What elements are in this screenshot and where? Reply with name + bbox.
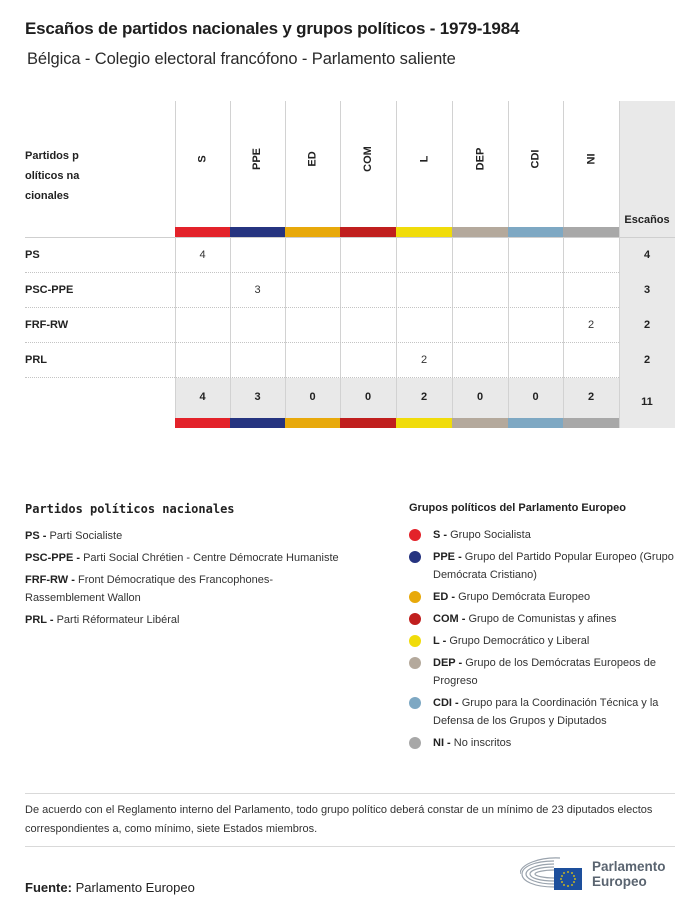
group-color-bar-top: [396, 227, 452, 237]
column-header-dep: [452, 101, 508, 227]
european-parliament-logo: [520, 855, 666, 893]
group-color-dot-icon: [409, 657, 421, 669]
column-header-label: PPE: [251, 147, 264, 171]
logo-text-line1: Parlamento: [592, 859, 666, 874]
party-abbr: FRF-RW -: [25, 574, 75, 586]
group-abbr: CDI -: [433, 697, 459, 709]
group-abbr: L -: [433, 635, 447, 647]
page-subtitle: Bélgica - Colegio electoral francófono - Parlamento saliente: [27, 50, 456, 68]
divider: [25, 793, 675, 794]
parties-legend-title: Partidos políticos nacionales: [25, 502, 235, 516]
party-abbr: PS -: [25, 530, 47, 542]
row-total: 4: [643, 249, 651, 261]
group-name: Grupo de los Demócratas Europeos de Progreso: [433, 657, 656, 687]
source-value: Parlamento Europeo: [75, 880, 195, 895]
hemicycle-flag-icon: [520, 855, 584, 893]
group-color-bar-top: [563, 227, 619, 237]
group-color-dot-icon: [409, 529, 421, 541]
group-name: Grupo Democrático y Liberal: [449, 635, 590, 647]
column-header-s: [175, 101, 230, 227]
row-party-label: PSC-PPE: [25, 284, 74, 296]
group-color-dot-icon: [409, 613, 421, 625]
party-legend-item: [25, 611, 385, 629]
group-abbr: COM -: [433, 613, 466, 625]
party-legend-item: [25, 527, 385, 545]
column-header-label: COM: [361, 146, 374, 172]
group-total: 0: [364, 391, 372, 403]
party-name: Parti Socialiste: [49, 530, 123, 542]
row-divider: [25, 272, 619, 273]
party-name: Parti Réformateur Libéral: [56, 614, 180, 626]
row-party-label: PS: [25, 249, 40, 261]
group-color-bar-bottom: [563, 418, 619, 428]
group-name: Grupo Socialista: [450, 529, 531, 541]
group-total: 3: [254, 391, 261, 403]
group-name: Grupo de Comunistas y afines: [468, 613, 617, 625]
group-name: No inscritos: [453, 737, 512, 749]
column-header-cdi: [508, 101, 563, 227]
group-abbr: PPE -: [433, 551, 462, 563]
party-abbr: PSC-PPE -: [25, 552, 81, 564]
seats-table: [25, 101, 675, 431]
group-color-dot-icon: [409, 551, 421, 563]
table-cell: 3: [254, 284, 261, 296]
group-color-dot-icon: [409, 737, 421, 749]
group-color-bar-top: [508, 227, 563, 237]
group-total: 4: [199, 391, 206, 403]
column-header-ppe: [230, 101, 285, 227]
groups-legend-title: Grupos políticos del Parlamento Europeo: [409, 502, 626, 514]
group-color-dot-icon: [409, 591, 421, 603]
party-name: Front Démocratique des Francophones-Rassemblement Wallon: [25, 574, 274, 604]
group-legend-item: [409, 654, 679, 690]
total-column-background: [619, 101, 675, 428]
group-abbr: NI -: [433, 737, 451, 749]
group-total: 0: [309, 391, 316, 403]
group-color-bar-top: [340, 227, 396, 237]
header-rule: [25, 237, 675, 238]
table-cell: 2: [587, 319, 595, 331]
row-divider: [25, 342, 619, 343]
row-party-label: PRL: [25, 354, 47, 366]
column-header-label: L: [417, 155, 430, 163]
group-total: 2: [420, 391, 428, 403]
source-label: Fuente:: [25, 880, 72, 895]
grand-total: 11: [641, 396, 653, 408]
parties-legend: [25, 527, 385, 633]
total-column-header: Escaños: [624, 214, 670, 226]
party-legend-item: [25, 571, 325, 607]
column-header-label: S: [196, 155, 209, 163]
row-party-label: FRF-RW: [25, 319, 69, 331]
column-header-ni: [563, 101, 619, 227]
group-abbr: S -: [433, 529, 448, 541]
group-legend-item: [409, 610, 679, 628]
group-color-bar-top: [230, 227, 285, 237]
column-header-label: NI: [585, 153, 597, 165]
row-total: 3: [643, 284, 651, 296]
group-color-dot-icon: [409, 697, 421, 709]
group-color-bar-top: [175, 227, 230, 237]
table-cell: 4: [199, 249, 206, 261]
page-title: Escaños de partidos nacionales y grupos políticos - 1979-1984: [25, 19, 520, 38]
column-header-l: [396, 101, 452, 227]
group-color-bar-bottom: [452, 418, 508, 428]
group-legend-item: [409, 632, 679, 650]
groups-legend: [409, 526, 679, 756]
party-abbr: PRL -: [25, 614, 54, 626]
group-color-bar-bottom: [396, 418, 452, 428]
group-abbr: ED -: [433, 591, 455, 603]
divider: [25, 846, 675, 847]
party-legend-item: [25, 549, 385, 567]
row-total: 2: [643, 319, 651, 331]
group-legend-item: [409, 588, 679, 606]
footnote: De acuerdo con el Reglamento interno del Parlamento, todo grupo político deberá constar de un mínimo de 23 diputados electos correspondientes a, como mínimo, siete Estados miembros.: [25, 804, 653, 835]
row-header-label: Partidos políticos nacionales: [25, 150, 80, 202]
column-header-com: [340, 101, 396, 227]
group-legend-item: [409, 548, 679, 584]
group-color-bar-top: [285, 227, 340, 237]
group-color-bar-top: [452, 227, 508, 237]
group-total: 2: [587, 391, 595, 403]
group-color-dot-icon: [409, 635, 421, 647]
logo-text-line2: Europeo: [592, 874, 647, 889]
group-abbr: DEP -: [433, 657, 463, 669]
table-cell: 2: [420, 354, 428, 366]
group-color-bar-bottom: [285, 418, 340, 428]
row-total: 2: [643, 354, 651, 366]
group-legend-item: [409, 734, 679, 752]
group-name: Grupo Demócrata Europeo: [458, 591, 591, 603]
source-line: [25, 880, 195, 895]
group-legend-item: [409, 694, 679, 730]
group-legend-item: [409, 526, 679, 544]
column-header-label: DEP: [474, 147, 486, 171]
group-color-bar-bottom: [340, 418, 396, 428]
row-divider: [25, 377, 619, 378]
group-name: Grupo para la Coordinación Técnica y la Defensa de los Grupos y Diputados: [433, 697, 659, 727]
group-total: 0: [476, 391, 484, 403]
column-header-ed: [285, 101, 340, 227]
column-header-label: CDI: [529, 149, 542, 169]
group-name: Grupo del Partido Popular Europeo (Grupo Demócrata Cristiano): [433, 551, 674, 581]
column-header-label: ED: [306, 151, 319, 167]
group-color-bar-bottom: [508, 418, 563, 428]
column-divider: [619, 101, 620, 428]
row-divider: [25, 307, 619, 308]
group-color-bar-bottom: [230, 418, 285, 428]
group-color-bar-bottom: [175, 418, 230, 428]
party-name: Parti Social Chrétien - Centre Démocrate Humaniste: [83, 552, 339, 564]
group-total: 0: [532, 391, 539, 403]
